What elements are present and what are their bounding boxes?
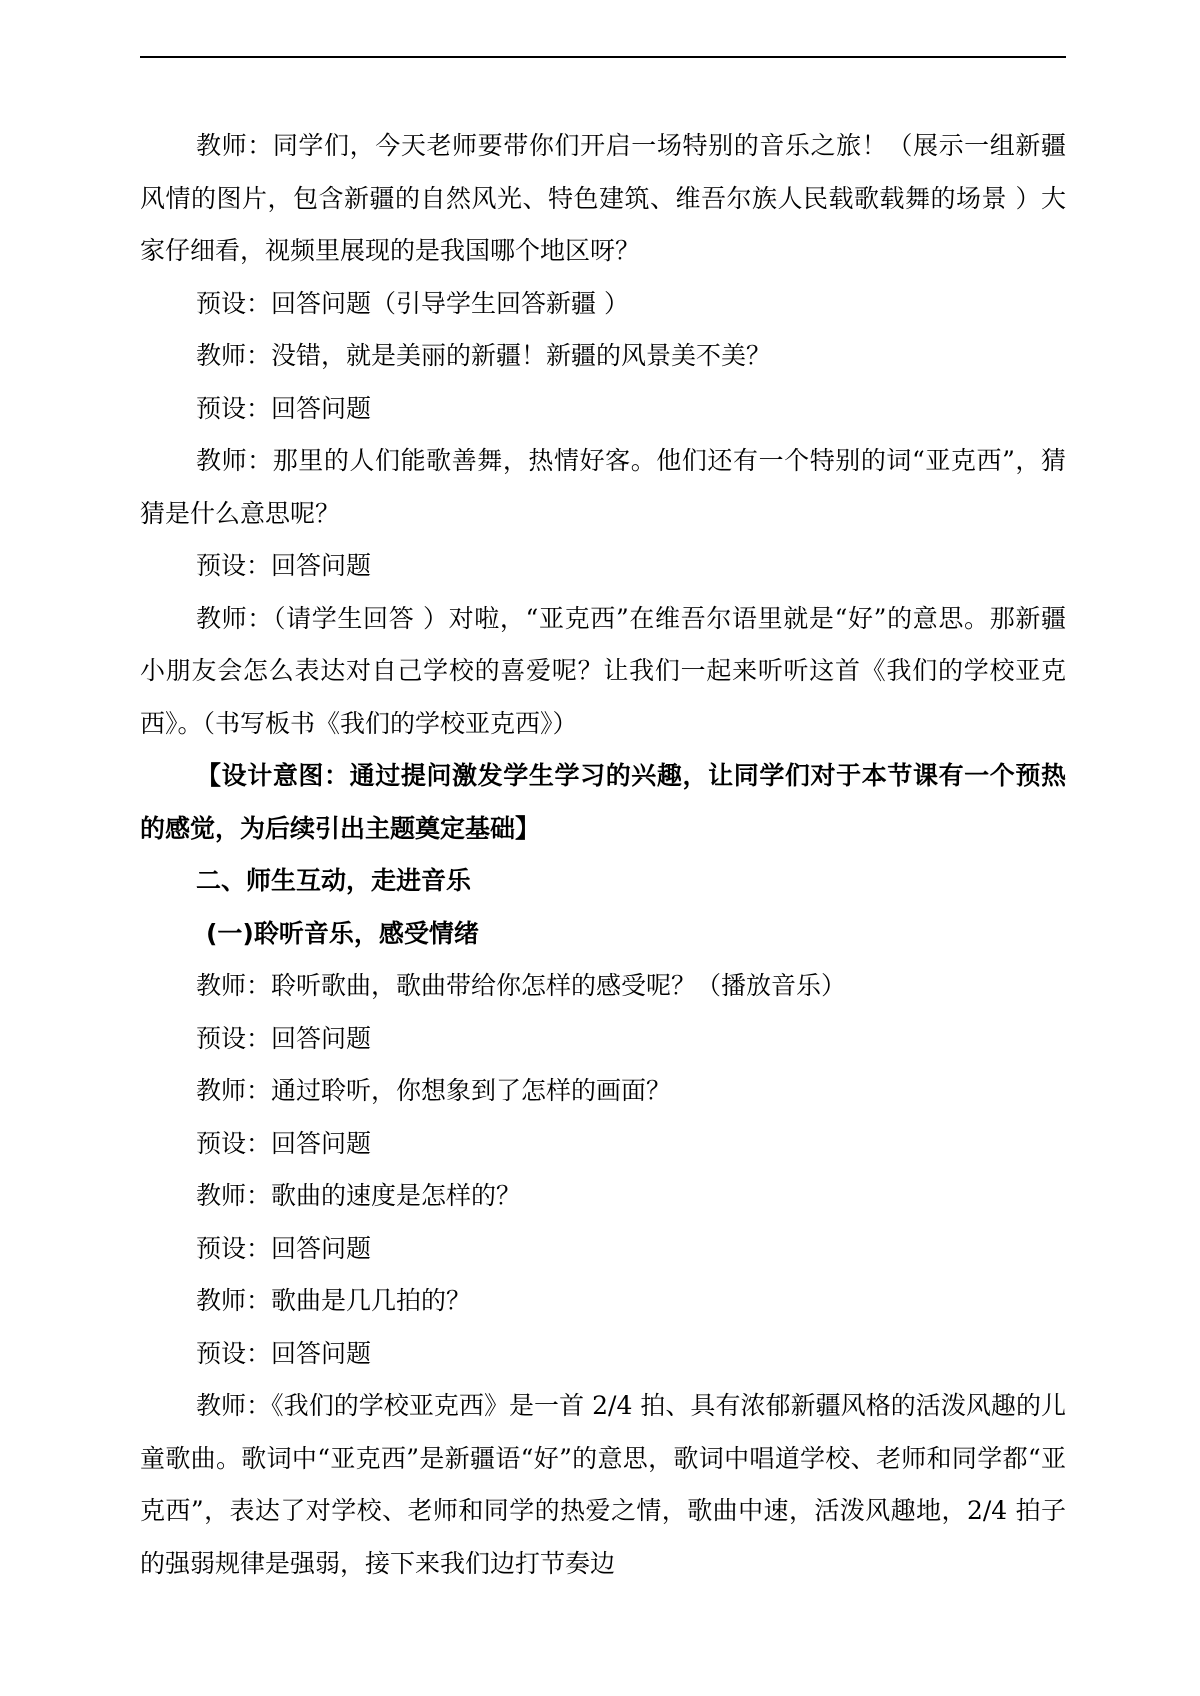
paragraph-preset: 预设：回答问题 — [196, 1233, 372, 1263]
paragraph-intro: 教师：同学们，今天老师要带你们开启一场特别的音乐之旅！（展示一组新疆风情的图片，包含新疆的自然风光、特色建筑、维吾尔族人民载歌载舞的场景 ）大家仔细看，视频里展现的是我国哪个地区呀？ — [140, 131, 1066, 265]
paragraph-preset: 预设：回答问题 — [196, 1128, 372, 1158]
paragraph-preset: 预设：回答问题（引导学生回答新疆 ） — [196, 288, 629, 318]
paragraph-preset: 预设：回答问题 — [196, 393, 372, 423]
document-body — [140, 120, 1066, 1590]
paragraph-teacher: 教师：（请学生回答 ）对啦，“亚克西”在维吾尔语里就是“好”的意思。那新疆小朋友会怎么表达对自己学校的喜爱呢？让我们一起来听听这首《我们的学校亚克西》。（书写板书《我们的学校亚克西》） — [140, 603, 1066, 738]
subsection-heading: (一)聆听音乐，感受情绪 — [206, 918, 479, 948]
section-heading: 二、师生互动，走进音乐 — [196, 866, 472, 895]
paragraph-teacher: 教师：没错，就是美丽的新疆！新疆的风景美不美？ — [196, 341, 772, 370]
paragraph-preset: 预设：回答问题 — [196, 1023, 372, 1053]
header-rule — [140, 56, 1066, 58]
paragraph-preset: 预设：回答问题 — [196, 551, 372, 580]
paragraph-teacher: 教师：聆听歌曲，歌曲带给你怎样的感受呢？（播放音乐） — [196, 971, 847, 1000]
paragraph-teacher: 教师：《我们的学校亚克西》是一首 2/4 拍、具有浓郁新疆风格的活泼风趣的儿童歌曲。歌词中“亚克西”是新疆语“好”的意思，歌词中唱道学校、老师和同学都“亚克西”，表达了对学校、老师和同学的热爱之情，歌曲中速，活泼风趣地，2/4 拍子的强弱规律是强弱，接下来我们边打节奏边 — [140, 1391, 1066, 1578]
design-intent: 【设计意图：通过提问激发学生学习的兴趣，让同学们对于本节课有一个预热的感觉，为后续引出主题奠定基础】 — [140, 761, 1066, 843]
paragraph-preset: 预设：回答问题 — [196, 1338, 372, 1368]
paragraph-teacher: 教师：歌曲的速度是怎样的？ — [196, 1181, 522, 1210]
paragraph-teacher: 教师：歌曲是几几拍的？ — [196, 1286, 472, 1315]
paragraph-teacher: 教师：通过聆听，你想象到了怎样的画面？ — [196, 1076, 672, 1105]
paragraph-teacher: 教师：那里的人们能歌善舞，热情好客。他们还有一个特别的词“亚克西”，猜猜是什么意思呢？ — [140, 446, 1066, 528]
